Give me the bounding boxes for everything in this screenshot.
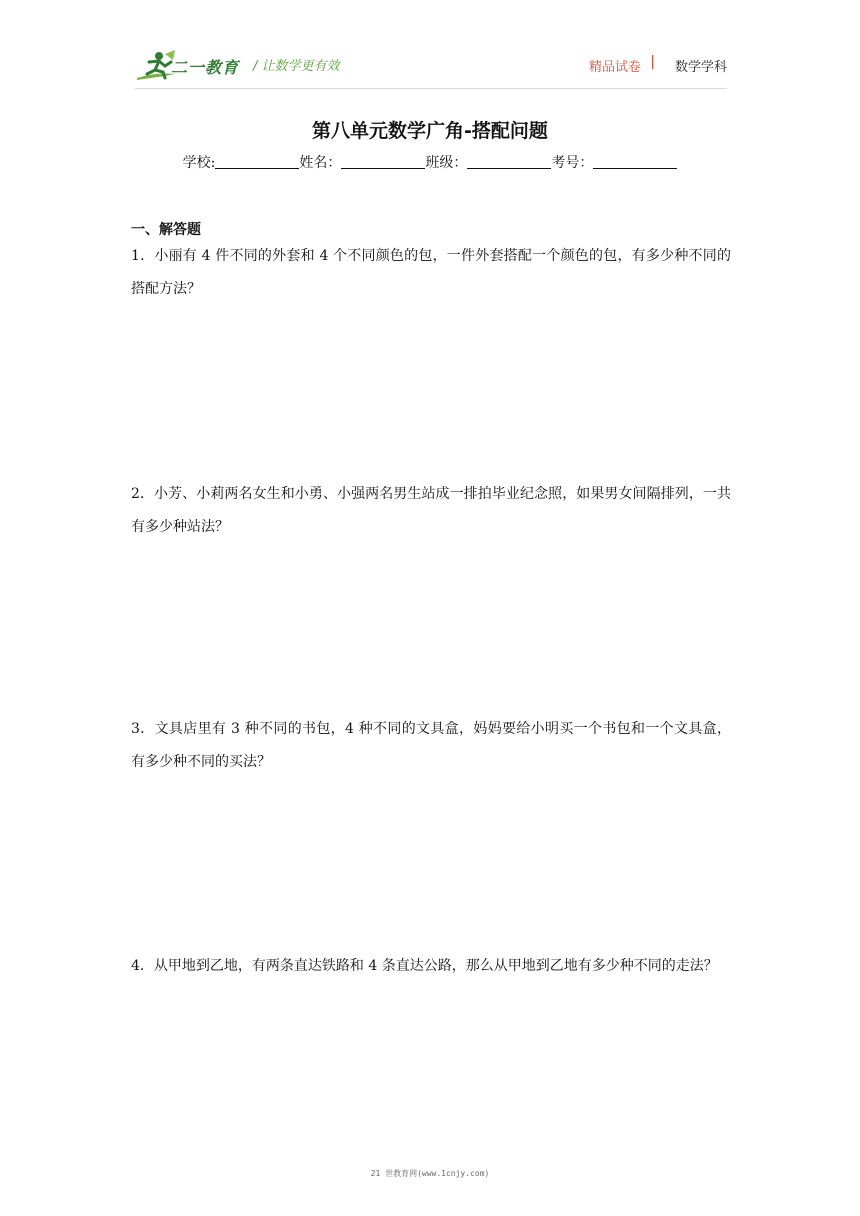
section-heading: 一、解答题 bbox=[131, 222, 201, 238]
question-4: 4．从甲地到乙地，有两条直达铁路和 4 条直达公路，那么从甲地到乙地有多少种不同的走法？ bbox=[131, 958, 718, 974]
class-blank[interactable] bbox=[467, 154, 551, 169]
tag-separator: | bbox=[650, 54, 655, 70]
page-footer: 21 世教育网(www.1cnjy.com) bbox=[370, 1169, 490, 1178]
exam-number-label: 考号： bbox=[551, 155, 594, 171]
logo-text: 二一教育 bbox=[171, 58, 240, 77]
question-1: 1．小丽有 4 件不同的外套和 4 个不同颜色的包，一件外套搭配一个颜色的包，有多少种不同的搭配方法？ bbox=[131, 248, 731, 297]
question-2: 2．小芳、小莉两名女生和小勇、小强两名男生站成一排拍毕业纪念照，如果男女间隔排列，一共有多少种站法？ bbox=[131, 486, 731, 535]
header-divider bbox=[135, 88, 727, 89]
tag-premium-paper: 精品试卷 bbox=[588, 60, 641, 75]
name-blank[interactable] bbox=[341, 154, 425, 169]
page-title: 第八单元数学广角-搭配问题 bbox=[312, 120, 548, 142]
page-header bbox=[135, 44, 727, 84]
class-label: 班级： bbox=[425, 155, 468, 171]
school-label: 学校: bbox=[182, 155, 216, 171]
exam-number-blank[interactable] bbox=[593, 154, 677, 169]
question-3: 3．文具店里有 3 种不同的书包，4 种不同的文具盒，妈妈要给小明买一个书包和一个文具盒，有多少种不同的买法？ bbox=[131, 721, 731, 770]
school-blank[interactable] bbox=[215, 154, 299, 169]
student-info-line bbox=[0, 152, 860, 172]
slogan: / 让数学更有效 bbox=[253, 59, 340, 74]
name-label: 姓名： bbox=[299, 155, 342, 171]
tag-subject: 数学学科 bbox=[674, 60, 727, 75]
